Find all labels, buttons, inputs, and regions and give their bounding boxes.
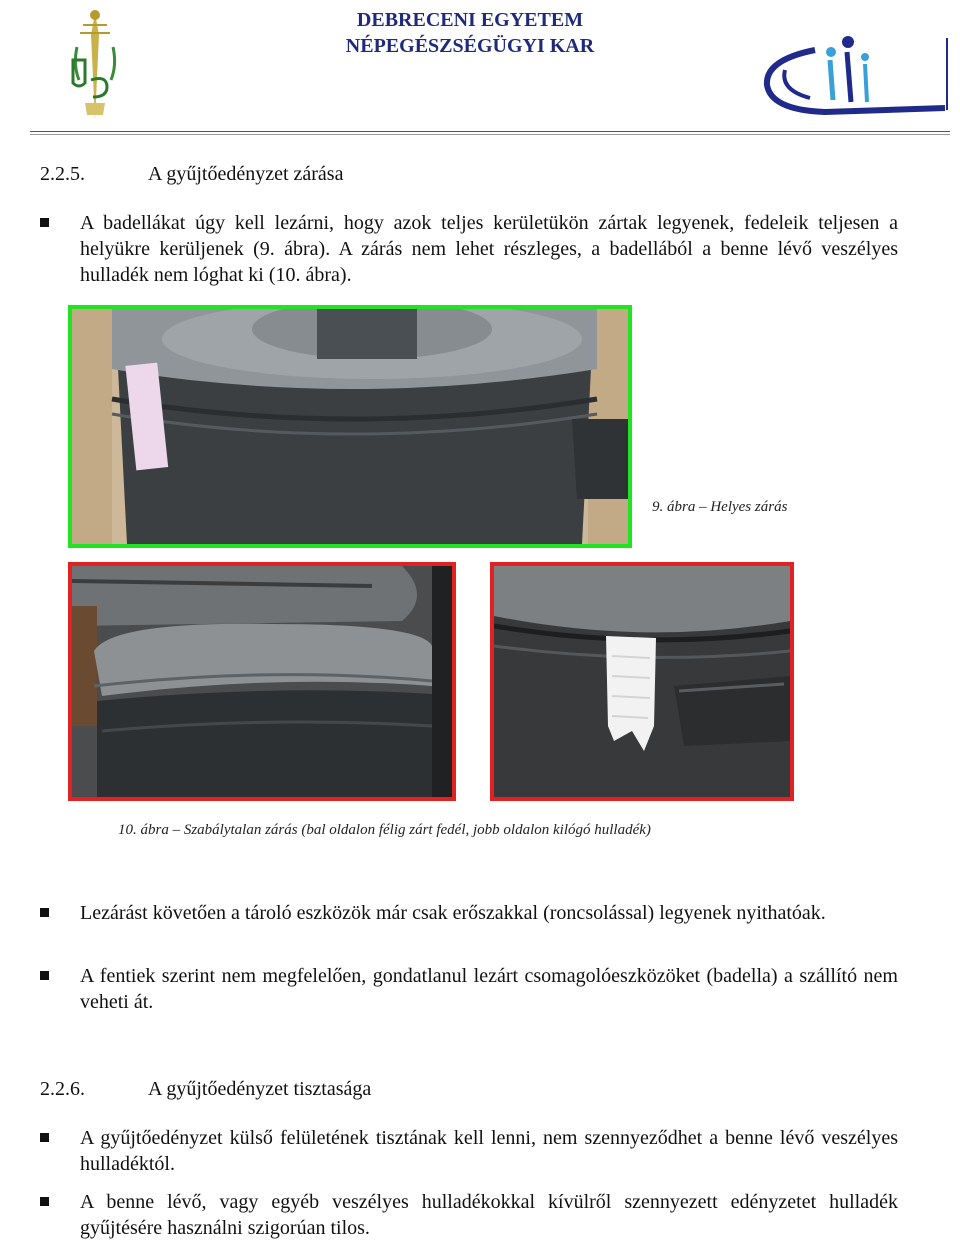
figure-10-half-closed-lid-photo [68, 562, 456, 801]
figure-9-caption: 9. ábra – Helyes zárás [652, 499, 788, 515]
half-closed-lid-photo-icon [72, 566, 452, 797]
bullet-square-icon [40, 971, 49, 980]
section-title: A gyűjtőedényzet zárása [148, 163, 344, 185]
figure-10-protruding-waste-photo [490, 562, 794, 801]
bullet-square-icon [40, 1197, 49, 1206]
figure-10-caption: 10. ábra – Szabálytalan zárás (bal oldalon félig zárt fedél, jobb oldalon kilógó hulladék) [118, 822, 651, 838]
section-heading-2-2-5 [40, 161, 343, 187]
section-number: 2.2.6. [40, 1078, 85, 1100]
university-crest-logo-icon [55, 5, 135, 130]
list-item-text: A benne lévő, vagy egyéb veszélyes hulladékokkal kívülről szennyezett edényzetet hulladék gyűjtésére használni szigorúan tilos. [80, 1191, 898, 1239]
closed-bin-photo-icon [72, 309, 628, 544]
section-number: 2.2.5. [40, 163, 85, 185]
list-item [40, 1125, 898, 1177]
header-title-line1: DEBRECENI EGYETEM [356, 9, 584, 31]
header-title-line2: NÉPEGÉSZSÉGÜGYI KAR [345, 35, 595, 57]
bullet-square-icon [40, 1133, 49, 1142]
faculty-swoosh-logo-icon [755, 30, 950, 122]
list-item [40, 963, 898, 1015]
list-item-text: A fentiek szerint nem megfelelően, gondatlanul lezárt csomagolóeszközöket (badella) a szállító nem veheti át. [80, 965, 898, 1013]
list-item [40, 900, 898, 926]
figure-9-correct-closure-photo [68, 305, 632, 548]
protruding-waste-photo-icon [494, 566, 790, 797]
bullet-square-icon [40, 218, 49, 227]
list-item [40, 210, 898, 288]
list-item-text: A gyűjtőedényzet külső felületének tisztának kell lenni, nem szennyeződhet a benne lévő veszélyes hulladéktól. [80, 1127, 898, 1175]
list-item-text: Lezárást követően a tároló eszközök már csak erőszakkal (roncsolással) legyenek nyithatóak. [80, 902, 826, 924]
section-title: A gyűjtőedényzet tisztasága [148, 1078, 372, 1100]
section-heading-2-2-6 [40, 1076, 371, 1102]
list-item-text: A badellákat úgy kell lezárni, hogy azok teljes kerületükön zártak legyenek, fedeleik teljesen a helyükre kerüljenek (9. ábra). A zárás nem lehet részleges, a badellából a benne lévő veszélyes hulladék nem lóghat ki (10. ábra). [80, 212, 898, 286]
bullet-square-icon [40, 908, 49, 917]
list-item [40, 1189, 898, 1241]
header-rule-secondary [30, 134, 950, 135]
header-rule [30, 131, 950, 132]
